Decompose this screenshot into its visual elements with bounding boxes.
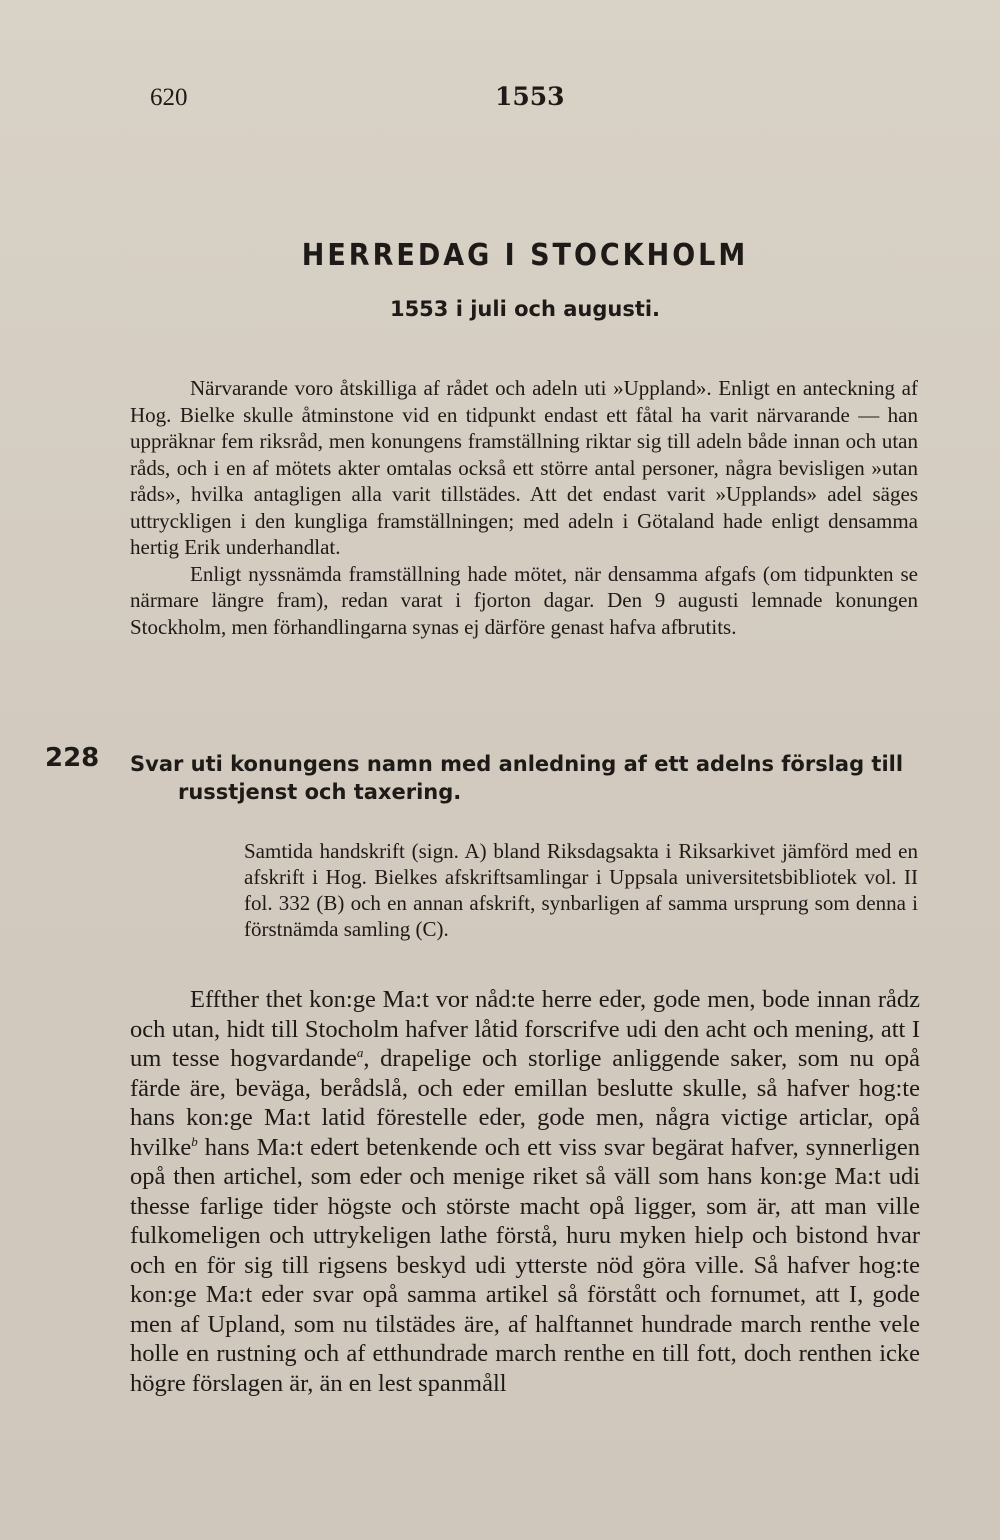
intro-text <box>130 375 918 640</box>
entry-title-line: russtjenst och taxering. <box>178 780 462 804</box>
footnote-marker-a: a <box>356 1044 364 1060</box>
document-body <box>130 985 920 1398</box>
entry-number: 228 <box>45 743 100 773</box>
body-paragraph <box>130 985 920 1398</box>
entry-title <box>130 750 920 806</box>
footnote-marker-b: b <box>191 1133 198 1149</box>
body-text-segment: hans Ma:t edert betenkende och ett viss svar begärat hafver, synnerligen opå then artichel, som eder och menige riket så väll som hans kon:ge Ma:t udi thesse farlige tider högste och störste macht opå ligger, som är, att man ville fulkomeligen och uttrykeligen lathe förstå, huru myken hielp och bistond hvar och en för sig till rigsens beskyd udi ytterste nöd göra ville. Så hafver hog:te kon:ge Ma:t eder svar opå samma artikel så förstått och fornumet, att I, gode men af Upland, som nu tilstädes äre, af halftannet hundrade march renthe vele holle en rustning och af etthundrade march renthe en till fott, doch renthen icke högre förslagen är, än en lest spanmåll <box>130 1133 920 1397</box>
entry-title-line: Svar uti konungens namn med anledning af ett adelns förslag till <box>130 752 904 776</box>
intro-paragraph: Närvarande voro åtskilliga af rådet och adeln uti »Uppland». Enligt en anteckning af Hog. Bielke skulle åtminstone vid en tidpunkt endast ett fåtal ha varit närvarande — han uppräknar fem riksråd, men konungens framställning riktar sig till adeln både innan och utan råds, och i en af mötets akter omtalas också ett större antal personer, några bevisligen »utan råds», hvilka antagligen alla varit tillstädes. Att det endast varit »Upplands» adel säges uttryckligen i den kungliga framställningen; med adeln i Götaland hade enligt densamma hertig Erik underhandlat. <box>130 376 918 559</box>
section-subtitle: 1553 i juli och augusti. <box>389 297 661 321</box>
running-header-year: 1553 <box>495 82 565 111</box>
source-note: Samtida handskrift (sign. A) bland Riksdagsakta i Riksarkivet jämförd med en afskrift i Hog. Bielkes afskriftsamlingar i Uppsala universitetsbibliotek vol. II fol. 332 (B) och en annan afskrift, synbarligen af samma ursprung som denna i förstnämda samling (C). <box>244 839 918 941</box>
body-text-segment: , drapelige och storlige anliggende saker, som nu opå färde äre, beväga, berådslå, och eder emillan beslutte skulle, så hafver hog:te hans kon:ge Ma:t latid förestelle eder, gode men, några victige articlar, opå hvilke <box>130 1045 921 1161</box>
page-header <box>150 84 920 114</box>
section-title: HERREDAG I STOCKHOLM <box>301 238 749 273</box>
page-number: 620 <box>150 84 188 111</box>
body-text-segment: Effther thet kon:ge Ma:t vor nåd:te herre eder, gode men, bode innan rådz och utan, hidt till Stocholm hafver låtid forscrifve udi den acht och mening, att I um tesse hogvardande <box>130 986 920 1072</box>
intro-paragraph: Enligt nyssnämda framställning hade mötet, när densamma afgafs (om tidpunkten se närmare längre fram), redan varat i fjorton dagar. Den 9 augusti lemnade konungen Stockholm, men förhandlingarna synas ej därföre genast hafva afbrutits. <box>130 561 918 639</box>
